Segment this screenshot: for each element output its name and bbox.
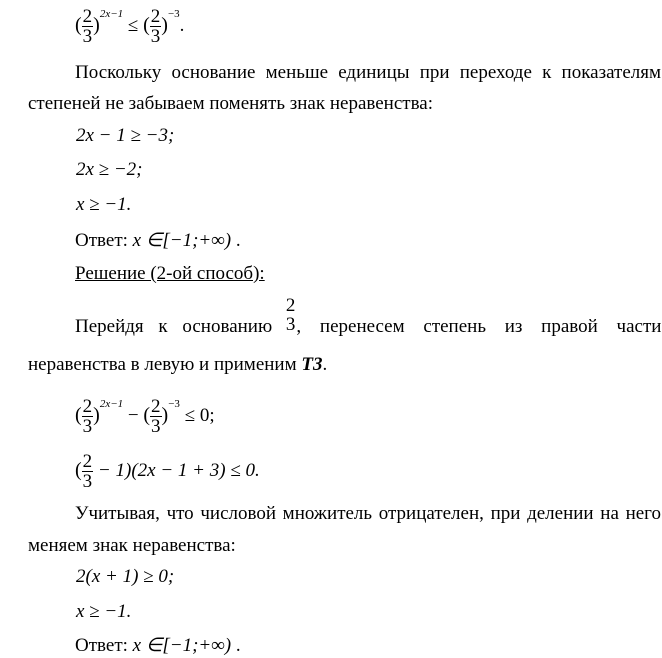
fraction: $\frac{2}{3}$ <box>82 396 93 438</box>
theorem-ref: Т3 <box>301 354 323 375</box>
paragraph-line: степеней не забываем поменять знак неравенства: <box>28 93 434 114</box>
paragraph-line: Учитывая, что числовой множитель отрицателен, при делении на него <box>75 503 661 524</box>
inequality-step: 2(x + 1) ≥ 0; <box>76 566 175 587</box>
exponent: −3 <box>167 8 180 20</box>
inequality-transformed: ( $\frac{2}{3}$ )$^{2x-1}$ − ( $\frac{2}{3}$ )$^{-3}$ ≤ 0; <box>75 396 215 438</box>
fraction: $\frac{2}{3}$ <box>82 451 93 492</box>
fraction: 2 3 <box>285 295 296 335</box>
section-heading: Решение (2-ой способ): <box>75 263 265 284</box>
inequality-step: x ≥ −1. <box>76 601 132 622</box>
exponent: 2x−1 <box>99 8 124 20</box>
answer-label: Ответ: <box>75 230 128 251</box>
paragraph-line: неравенства в левую и применим Т3. <box>28 354 328 375</box>
paragraph-line: Поскольку основание меньше единицы при переходе к показателям <box>75 62 661 83</box>
answer-value: x ∈[−1;+∞) <box>132 230 232 251</box>
answer-label: Ответ: <box>75 635 128 656</box>
answer-line: Ответ: x ∈[−1;+∞) . <box>75 230 241 251</box>
paragraph-line: меняем знак неравенства: <box>28 535 236 556</box>
paragraph-line: Перейдя к основанию 2 3 , перенесем степень из правой части <box>75 295 662 337</box>
inequality-step: 2x ≥ −2; <box>76 159 143 180</box>
answer-value: x ∈[−1;+∞) <box>132 635 232 656</box>
fraction: $\frac{2}{3}$ <box>150 6 161 48</box>
answer-line: Ответ: x ∈[−1;+∞) . <box>75 635 241 656</box>
inequality-factored: ( $\frac{2}{3}$ − 1)(2x − 1 + 3) ≤ 0. <box>75 451 260 492</box>
inequality-initial: ( $\frac{2}{3}$ )$^{2x-1}$ ≤ ( $\frac{2}{3}$ )$^{-3}$. <box>75 6 185 48</box>
fraction: $\frac{2}{3}$ <box>82 6 93 48</box>
fraction: $\frac{2}{3}$ <box>151 396 161 438</box>
inequality-step: 2x − 1 ≥ −3; <box>76 125 175 146</box>
inequality-step: x ≥ −1. <box>76 194 132 215</box>
